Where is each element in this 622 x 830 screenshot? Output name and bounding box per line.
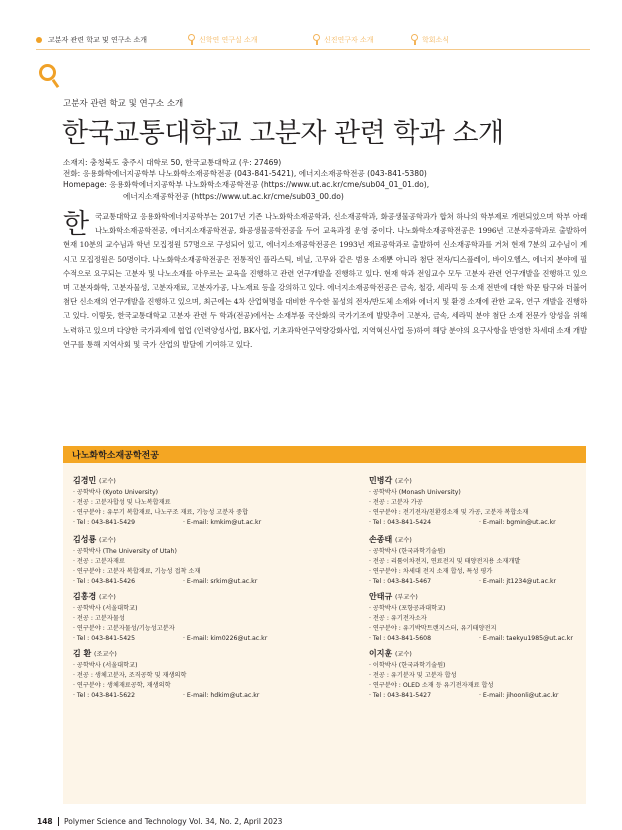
top-navigation <box>36 35 596 49</box>
professor-tel: · Tel : 043-841-5427 <box>369 692 432 699</box>
professor-name: 김경민 <box>73 476 97 485</box>
professor-field: · 연구분야 : 차세대 전지 소재 합성, 특성 평가 <box>369 568 493 575</box>
nav-item-schools[interactable] <box>36 35 147 45</box>
professor-tel: · Tel : 043-841-5426 <box>73 578 136 585</box>
phone-line: 전화: 응용화학에너지공학부 나노화학소재공학전공 (043-841-5421), 에너지소재공학전공 (043-841-5380) <box>63 169 427 179</box>
professor-card <box>73 533 258 587</box>
professor-email[interactable]: · E-mail: hdkim@ut.ac.kr <box>183 692 260 699</box>
footer-separator <box>58 817 59 826</box>
professor-name: 민병각 <box>369 476 393 485</box>
professor-tel: · Tel : 043-841-5622 <box>73 692 136 699</box>
professor-rank: (교수) <box>394 537 412 544</box>
professor-rank: (교수) <box>98 537 116 544</box>
professor-name: 김성룡 <box>73 535 97 544</box>
ring-pin-icon <box>313 34 320 41</box>
professor-degree: · 공학박사 (Kyoto University) <box>73 489 159 496</box>
professor-email[interactable]: · E-mail: bgmin@ut.ac.kr <box>479 519 556 526</box>
professor-major: · 전공 : 고분자합성 및 나노복합재료 <box>73 499 171 506</box>
professor-major: · 전공 : 고분자 가공 <box>369 499 423 506</box>
professor-card <box>73 590 268 644</box>
section-subtitle: 고분자 관련 학교 및 연구소 소개 <box>63 99 184 109</box>
professor-field: · 연구분야 : 전기전자/친환경소재 및 가공, 고분자 복합소재 <box>369 509 529 516</box>
professor-field: · 연구분야 : 유기박막트랜지스터, 유기태양전지 <box>369 625 497 632</box>
professor-degree: · 공학박사 (포항공과대학교) <box>369 605 446 612</box>
professor-card <box>73 474 262 528</box>
professor-rank: (교수) <box>394 651 412 658</box>
professor-major: · 전공 : 생체고분자, 조직공학 및 재생의학 <box>73 672 187 679</box>
professor-card <box>369 474 556 528</box>
professor-email[interactable]: · E-mail: taekyu1985@ut.ac.kr <box>479 635 573 642</box>
professor-card <box>369 533 557 587</box>
professor-email[interactable]: · E-mail: kim0226@ut.ac.kr <box>183 635 268 642</box>
active-dot-icon <box>36 37 42 43</box>
drop-cap: 한 <box>63 209 89 240</box>
page-number: 148 <box>37 817 53 826</box>
nav-item-labs[interactable] <box>188 35 258 45</box>
professor-degree: · 공학박사 (The University of Utah) <box>73 548 177 555</box>
nav-label: 신진연구자 소개 <box>324 36 374 44</box>
intro-text: 국교통대학교 응용화학에너지공학부는 2017년 기존 나노화학소재공학과, 신소재공학과, 화공생물공학과가 합쳐 하나의 학부제로 개편되었으며 학부 아래 나노화학소재공학전공, 에너지소재공학전공, 화공생물공학전공을 두어 교육과정 운영 중이다. 나노화학소재공학전공은 1996년 고분자공학과로 출발하여 현재 10분의 교수님과 학년 모집정원 57명으로 구성되어 있고, 에너지소재공학전공은 1993년 재료공학과로 출발하여 신소재공학과를 거쳐 현재 7분의 교수님이 계시고 모집정원은 50명이다. 나노화학소재공학전공은 전통적인 플라스틱, 비닐, 고무와 같은 범용 소재뿐 아니라 첨단 전자/디스플레이, 바이오헬스, 에너지 분야에 필수적으로 요구되는 고분자 및 나노소재를 아우르는 교육을 진행하고 관련 연구개발을 진행하고 있다. 현재 학과 전임교수 모두 고분자 관련 연구개발을 진행하고 있으며 고분자화학, 고분자물성, 고분자재료, 고분자가공, 나노재료 등을 강의하고 있다. 에너지소재공학전공은 금속, 철강, 세라믹 등 소재 전반에 대한 학문 탐구와 더불어 첨단 신소재의 연구개발을 진행하고 있으며, 최근에는 4차 산업혁명을 대비한 우수한 물성의 전자/반도체 소재와 에너지 및 환경 소재에 관한 교육, 연구 개발을 진행하고 있다. 이렇듯, 한국교통대학교 고분자 관련 두 학과(전공)에서는 소재부품 국산화의 국가기조에 발맞추어 고분자, 금속, 세라믹 분야 첨단 소재 전문가 양성을 위해 노력하고 있으며 다양한 국가과제에 협업 (인력양성사업, BK사업, 기초과학연구역량강화사업, 지역혁신사업 등)하여 해당 분야의 요구사항을 반영한 차세대 소재 개발 연구를 통해 지역사회 및 국가 산업의 발달에 기여하고 있다. <box>63 212 587 349</box>
professor-major: · 전공 : 고분자물성 <box>73 615 125 622</box>
department-header <box>63 446 586 463</box>
professor-tel: · Tel : 043-841-5467 <box>369 578 432 585</box>
nav-divider <box>36 49 590 50</box>
professor-name: 안태규 <box>369 592 393 601</box>
professor-tel: · Tel : 043-841-5429 <box>73 519 136 526</box>
journal-citation: Polymer Science and Technology Vol. 34, No. 2, April 2023 <box>64 817 283 826</box>
professor-tel: · Tel : 043-841-5424 <box>369 519 432 526</box>
professor-rank: (교수) <box>98 478 116 485</box>
address-line: 소재지: 충청북도 충주시 대학로 50, 한국교통대학교 (우: 27469) <box>63 158 282 167</box>
nav-item-researchers[interactable] <box>313 35 374 45</box>
professor-email[interactable]: · E-mail: jihoonli@ut.ac.kr <box>479 692 559 699</box>
professor-name: 김홍경 <box>73 592 97 601</box>
professor-card <box>369 590 573 644</box>
professor-name: 손종태 <box>369 535 393 544</box>
professor-degree: · 공학박사 (한국과학기술원) <box>369 548 446 555</box>
professor-degree: · 공학박사 (서울대학교) <box>73 662 138 669</box>
professor-email[interactable]: · E-mail: jt1234@ut.ac.kr <box>479 578 557 585</box>
professor-field: · 연구분야 : 생체재료공학, 재생의학 <box>73 682 171 689</box>
intro-paragraph <box>63 210 587 352</box>
professor-field: · 연구분야 : 유무기 복합재료, 나노구조 재료, 기능성 고분자 중합 <box>73 509 249 516</box>
homepage-line-2: 에너지소재공학전공 (https://www.ut.ac.kr/cme/sub03_00.do) <box>123 191 344 201</box>
professor-rank: (교수) <box>394 478 412 485</box>
professor-rank: (부교수) <box>394 594 418 601</box>
ring-pin-icon <box>411 34 418 41</box>
section-ring-stem <box>52 79 60 88</box>
professor-card <box>369 647 559 701</box>
professor-rank: (교수) <box>98 594 116 601</box>
professor-email[interactable]: · E-mail: kmkim@ut.ac.kr <box>183 519 262 526</box>
professor-field: · 연구분야 : OLED 소재 등 유기전자재료 합성 <box>369 682 494 689</box>
ring-pin-icon <box>188 34 195 41</box>
professor-degree: · 공학박사 (Monash University) <box>369 489 461 496</box>
professor-degree: · 이학박사 (한국과학기술원) <box>369 662 446 669</box>
professor-field: · 연구분야 : 고분자 복합재료, 기능성 접착 소재 <box>73 568 201 575</box>
professor-rank: (조교수) <box>94 651 117 658</box>
professor-major: · 전공 : 유기분자 및 고분자 합성 <box>369 672 457 679</box>
professor-email[interactable]: · E-mail: srkim@ut.ac.kr <box>183 578 258 585</box>
page-title: 한국교통대학교 고분자 관련 학과 소개 <box>62 118 504 149</box>
nav-item-news[interactable] <box>411 35 449 45</box>
contact-info <box>63 157 429 202</box>
homepage-line: Homepage: 응용화학에너지공학부 나노화학소재공학전공 (https://www.ut.ac.kr/cme/sub04_01_01.do), <box>63 180 430 190</box>
department-faculty <box>63 463 586 804</box>
professor-degree: · 공학박사 (서울대학교) <box>73 605 138 612</box>
professor-major: · 전공 : 고분자재료 <box>73 558 125 565</box>
professor-tel: · Tel : 043-841-5425 <box>73 635 136 642</box>
professor-major: · 전공 : 리튬이차전지, 연료전지 및 태양전지용 소재개발 <box>369 558 521 565</box>
professor-card <box>73 647 260 701</box>
nav-label: 신학연 연구실 소개 <box>199 36 258 44</box>
professor-name: 이지훈 <box>369 649 393 658</box>
professor-tel: · Tel : 043-841-5608 <box>369 635 432 642</box>
nav-label: 학회소식 <box>422 36 450 44</box>
professor-name: 김 환 <box>73 649 92 658</box>
department-name: 나노화학소재공학전공 <box>72 451 159 461</box>
professor-major: · 전공 : 유기전자소자 <box>369 615 427 622</box>
professor-field: · 연구분야 : 고분자물성/기능성고분자 <box>73 625 175 632</box>
nav-label: 고분자 관련 학교 및 연구소 소개 <box>48 36 148 44</box>
